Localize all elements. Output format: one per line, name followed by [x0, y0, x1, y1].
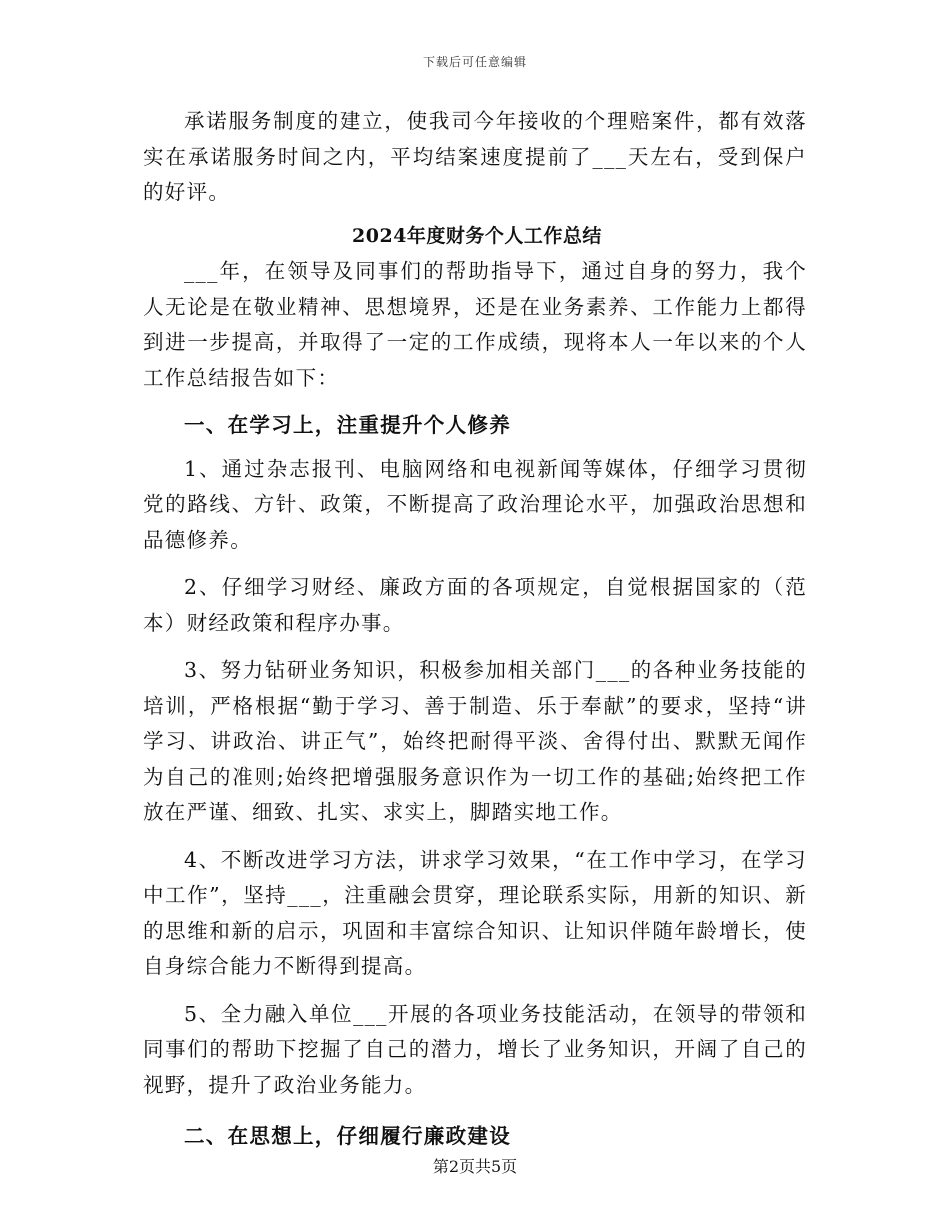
document-title: 2024年度财务个人工作总结 — [352, 224, 602, 247]
list-item: 5、全力融入单位___开展的各项业务技能活动，在领导的带领和同事们的帮助下挖掘了自己的潜力，增长了业务知识，开阔了自己的视野，提升了政治业务能力。 — [143, 1001, 807, 1097]
opening-paragraph: ___年，在领导及同事们的帮助指导下，通过自身的努力，我个人无论是在敬业精神、思想境界，还是在业务素养、工作能力上都得到进一步提高，并取得了一定的工作成绩，现将本人一年以来的个人工作总结报告如下： — [143, 259, 807, 390]
intro-paragraph: 承诺服务制度的建立，使我司今年接收的个理赔案件，都有效落实在承诺服务时间之内，平均结案速度提前了___天左右，受到保户的好评。 — [143, 109, 807, 204]
document-body — [143, 104, 807, 1155]
page-footer: 第2页共5页 — [432, 1157, 518, 1176]
list-item: 2、仔细学习财经、廉政方面的各项规定，自觉根据国家的（范本）财经政策和程序办事。 — [143, 575, 807, 635]
page-header: 下载后可任意编辑 — [422, 55, 527, 69]
section-heading-study: 一、在学习上，注重提升个人修养 — [184, 413, 511, 437]
list-item: 4、不断改进学习方法，讲求学习效果，“在工作中学习，在学习中工作”，坚持___，注重融会贯穿，理论联系实际，用新的知识、新的思维和新的启示，巩固和丰富综合知识、让知识伴随年龄增长，使自身综合能力不断得到提高。 — [143, 847, 807, 978]
section-heading-thought: 二、在思想上，仔细履行廉政建设 — [184, 1124, 511, 1148]
list-item: 1、通过杂志报刊、电脑网络和电视新闻等媒体，仔细学习贯彻党的路线、方针、政策，不断提高了政治理论水平，加强政治思想和品德修养。 — [143, 456, 807, 552]
list-item: 3、努力钻研业务知识，积极参加相关部门___的各种业务技能的培训，严格根据“勤于学习、善于制造、乐于奉献”的要求，坚持“讲学习、讲政治、讲正气”，始终把耐得平淡、舍得付出、默默无闻作为自己的准则;始终把增强服务意识作为一切工作的基础;始终把工作放在严谨、细致、扎实、求实上，脚踏实地工作。 — [143, 658, 807, 824]
